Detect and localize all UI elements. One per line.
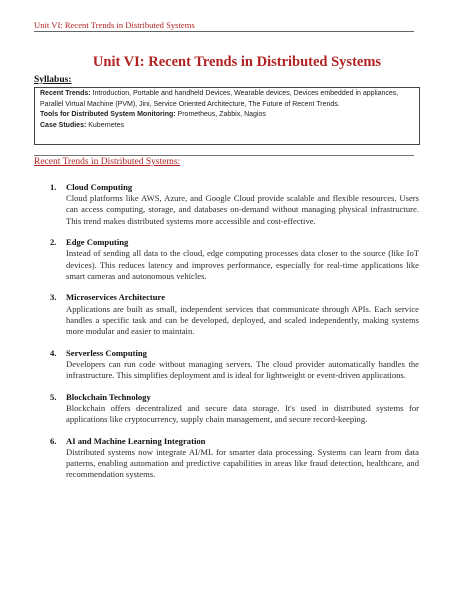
item-number: 6. bbox=[50, 435, 57, 446]
list-item bbox=[50, 391, 419, 426]
recent-trends-label: Recent Trends: bbox=[40, 90, 91, 97]
item-number: 4. bbox=[50, 347, 57, 358]
trends-list bbox=[50, 182, 419, 491]
item-description: Applications are built as small, independent services that communicate through APIs. Each service handles a specific task and can be developed, deployed, and scaled independently, making systems more modular and easier to maintain. bbox=[66, 303, 419, 337]
item-description: Instead of sending all data to the cloud, edge computing processes data closer to the source (like IoT devices). This reduces latency and improves performance, especially for real-time applications like smart cameras and autonomous vehicles. bbox=[66, 248, 419, 281]
list-item bbox=[50, 182, 419, 227]
item-title: Microservices Architecture bbox=[66, 292, 166, 303]
item-title: Blockchain Technology bbox=[66, 391, 151, 402]
syllabus-label: Syllabus: bbox=[34, 75, 72, 85]
list-item-heading bbox=[50, 292, 419, 303]
list-item bbox=[50, 237, 419, 282]
running-header: Unit VI: Recent Trends in Distributed Systems bbox=[34, 20, 195, 30]
item-number: 2. bbox=[50, 237, 57, 248]
list-item-heading bbox=[50, 435, 419, 447]
list-item-heading bbox=[50, 391, 419, 403]
section-heading: Recent Trends in Distributed Systems: bbox=[34, 157, 181, 167]
header-divider bbox=[34, 31, 414, 32]
list-item-heading bbox=[50, 347, 419, 359]
item-title: AI and Machine Learning Integration bbox=[66, 435, 206, 446]
syllabus-tools bbox=[40, 110, 414, 121]
tools-text: Prometheus, Zabbix, Nagios bbox=[177, 111, 266, 119]
item-number: 1. bbox=[50, 182, 57, 192]
recent-trends-text: Introduction, Portable and handheld Devices, Wearable devices, Devices embedded in appliances, Parallel Virtual Machine (PVM), Jini, Service Oriented Architecture, The Future of Recent Trends. bbox=[40, 90, 399, 108]
list-item-heading bbox=[50, 182, 419, 193]
item-title: Cloud Computing bbox=[66, 182, 133, 192]
list-item bbox=[50, 347, 419, 382]
item-number: 5. bbox=[50, 391, 57, 402]
case-studies-text: Kubernetes bbox=[88, 121, 125, 129]
page-title: Unit VI: Recent Trends in Distributed Systems bbox=[92, 54, 382, 70]
tools-label: Tools for Distributed System Monitoring: bbox=[40, 111, 176, 119]
syllabus-recent-trends bbox=[40, 89, 414, 110]
item-title: Serverless Computing bbox=[66, 347, 147, 358]
list-item bbox=[50, 292, 419, 337]
list-item bbox=[50, 435, 419, 481]
item-description: Distributed systems now integrate AI/ML for smarter data processing. Systems can learn from data patterns, enabling automation and predictive capabilities in areas like fraud detection, healthcare, and recommendation systems. bbox=[66, 446, 419, 480]
list-item-heading bbox=[50, 237, 419, 248]
item-number: 3. bbox=[50, 292, 57, 303]
item-description: Developers can run code without managing servers. The cloud provider automatically handles the infrastructure. This simplifies deployment and is ideal for lightweight or event-driven applications. bbox=[66, 358, 419, 381]
section-divider bbox=[34, 155, 414, 156]
item-description: Cloud platforms like AWS, Azure, and Google Cloud provide scalable and flexible resources. Users can access computing, storage, and databases on-demand without managing physical infrastructure. This trend makes distributed systems more accessible and cost-effective. bbox=[66, 193, 419, 226]
syllabus-case-studies bbox=[40, 121, 414, 132]
item-title: Edge Computing bbox=[66, 237, 129, 248]
case-studies-label: Case Studies: bbox=[40, 121, 87, 129]
syllabus-box bbox=[34, 87, 420, 145]
item-description: Blockchain offers decentralized and secure data storage. It's used in distributed systems for applications like cryptocurrency, supply chain management, and secure record-keeping. bbox=[66, 402, 419, 425]
